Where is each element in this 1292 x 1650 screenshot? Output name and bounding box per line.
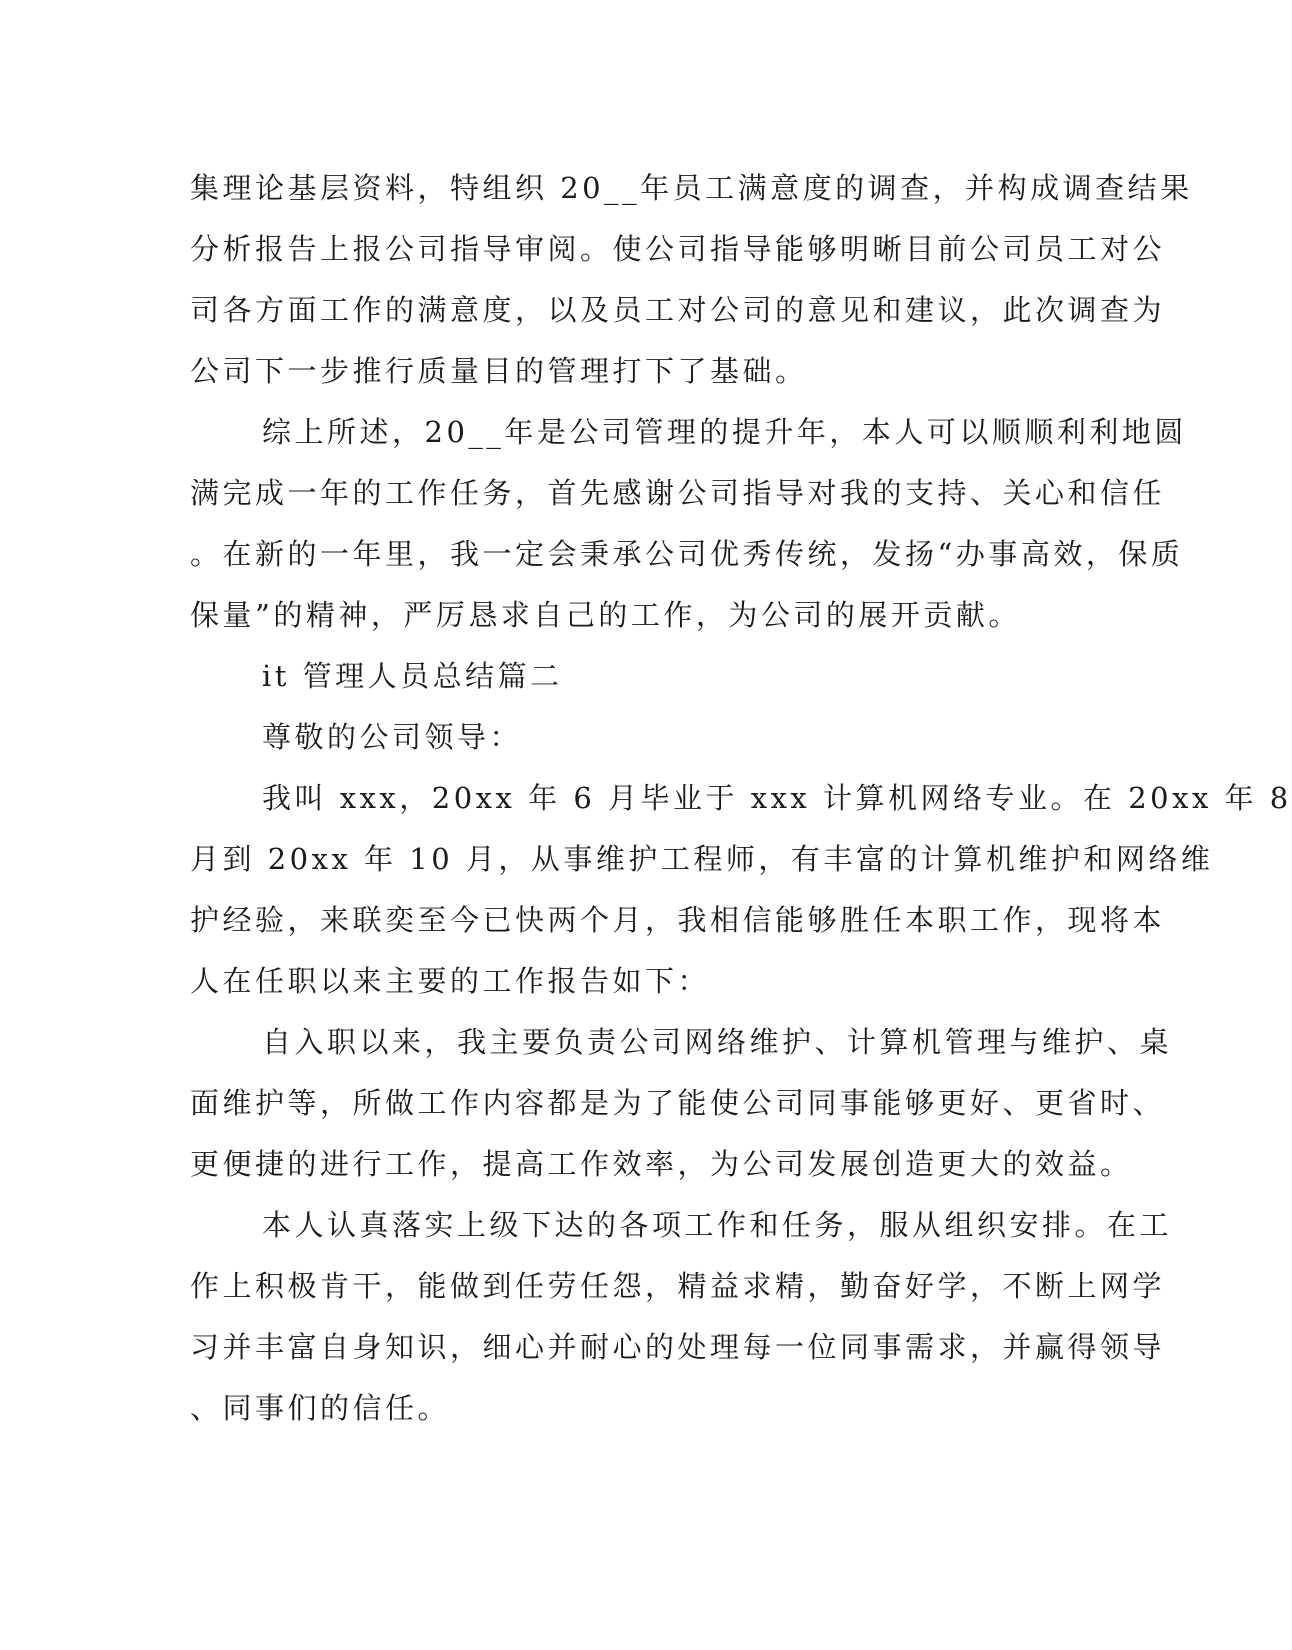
text-line: 公司下一步推行质量目的管理打下了基础。 xyxy=(190,354,808,388)
text-line: 我叫 xxx，20xx 年 6 月毕业于 xxx 计算机网络专业。在 20xx 年 8 xyxy=(262,781,1292,815)
text-line: 满完成一年的工作任务，首先感谢公司指导对我的支持、关心和信任 xyxy=(190,476,1166,510)
text-line: 、同事们的信任。 xyxy=(190,1391,451,1425)
text-line: 综上所述，20__年是公司管理的提升年，本人可以顺顺利利地圆 xyxy=(262,415,1187,449)
text-line: 人在任职以来主要的工作报告如下： xyxy=(190,964,711,998)
text-line: 自入职以来，我主要负责公司网络维护、计算机管理与维护、桌 xyxy=(262,1025,1173,1059)
text-line: 面维护等，所做工作内容都是为了能使公司同事能够更好、更省时、 xyxy=(190,1086,1166,1120)
text-line: 护经验，来联奕至今已快两个月，我相信能够胜任本职工作，现将本 xyxy=(190,903,1166,937)
text-line: 习并丰富自身知识，细心并耐心的处理每一位同事需求，并赢得领导 xyxy=(190,1330,1166,1364)
text-line: 月到 20xx 年 10 月，从事维护工程师，有丰富的计算机维护和网络维 xyxy=(190,842,1214,876)
text-line: 分析报告上报公司指导审阅。使公司指导能够明晰目前公司员工对公 xyxy=(190,232,1166,266)
salutation: 尊敬的公司领导： xyxy=(262,720,523,754)
section-heading: it 管理人员总结篇二 xyxy=(262,659,563,693)
text-line: 集理论基层资料，特组织 20__年员工满意度的调查，并构成调查结果 xyxy=(190,171,1193,205)
text-line: 司各方面工作的满意度，以及员工对公司的意见和建议，此次调查为 xyxy=(190,293,1166,327)
text-line: 。在新的一年里，我一定会秉承公司优秀传统，发扬“办事高效，保质 xyxy=(190,537,1184,571)
text-line: 保量”的精神，严厉恳求自己的工作，为公司的展开贡献。 xyxy=(190,598,1021,632)
text-line: 更便捷的进行工作，提高工作效率，为公司发展创造更大的效益。 xyxy=(190,1147,1133,1181)
text-line: 作上积极肯干，能做到任劳任怨，精益求精，勤奋好学，不断上网学 xyxy=(190,1269,1166,1303)
text-line: 本人认真落实上级下达的各项工作和任务，服从组织安排。在工 xyxy=(262,1208,1173,1242)
document-body xyxy=(190,158,1292,1439)
